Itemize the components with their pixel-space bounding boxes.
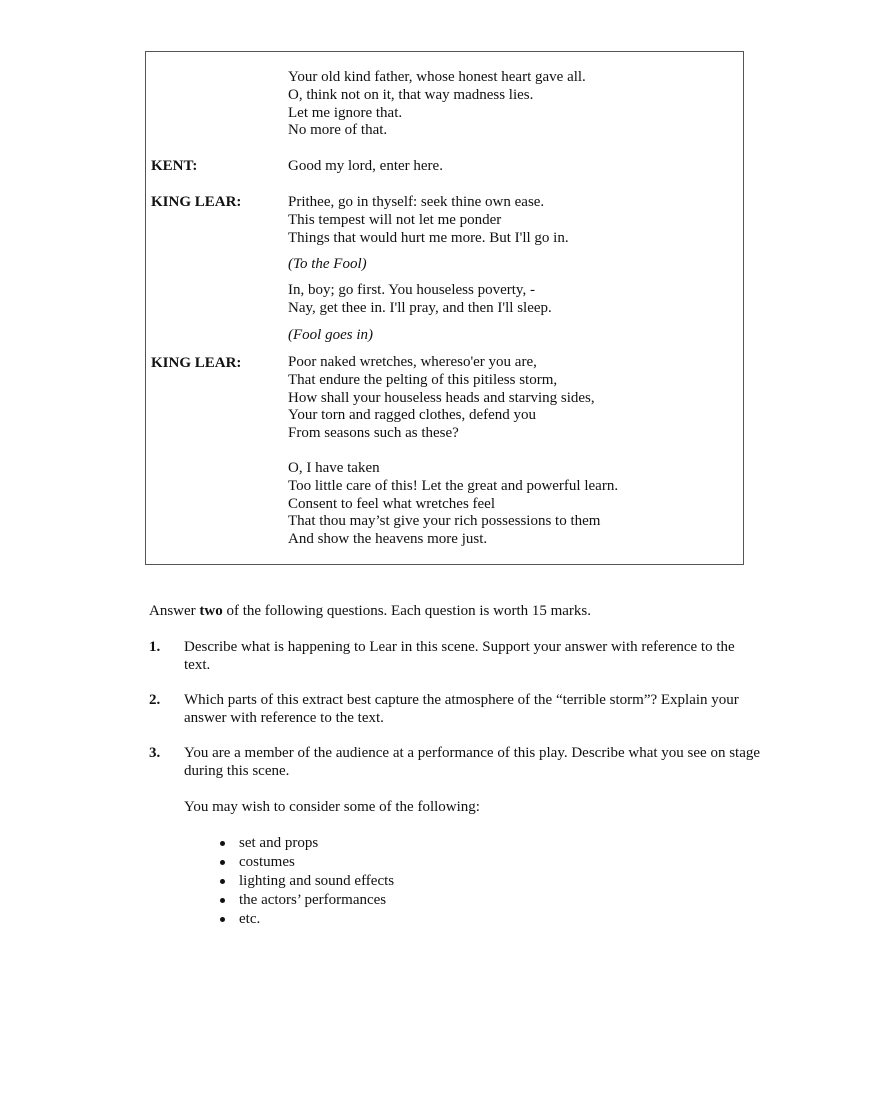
speech-line: Your old kind father, whose honest heart gave all. xyxy=(288,69,586,85)
speech-line: Your torn and ragged clothes, defend you xyxy=(288,407,537,424)
list-item: lighting and sound effects xyxy=(220,872,394,891)
list-item: the actors’ performances xyxy=(220,891,394,910)
speech-block-lear-4 xyxy=(288,460,618,549)
speech-line: In, boy; go first. You houseless poverty, - xyxy=(288,282,535,298)
question-text: Which parts of this extract best capture the atmosphere of the “terrible storm”? Explain your answer with reference to the text. xyxy=(184,692,739,726)
speech-line: And show the heavens more just. xyxy=(288,531,488,548)
question-number: 3. xyxy=(149,745,161,761)
list-item: etc. xyxy=(220,910,394,929)
speech-line: Consent to feel what wretches feel xyxy=(288,495,496,512)
speech-line: Good my lord, enter here. xyxy=(288,158,443,174)
speech-block-lear-2 xyxy=(288,282,552,318)
speech-block-opening xyxy=(288,69,586,140)
speech-line: O, I have taken xyxy=(288,460,380,476)
speech-block-lear-3 xyxy=(288,354,595,443)
list-item: costumes xyxy=(220,853,394,872)
instructions-emphasis: two xyxy=(199,603,223,619)
question-number: 2. xyxy=(149,692,161,708)
speech-line: How shall your houseless heads and starving sides, xyxy=(288,389,595,406)
speech-block-lear-1 xyxy=(288,194,569,247)
speech-line: Poor naked wretches, whereso'er you are, xyxy=(288,354,537,370)
speech-line: This tempest will not let me ponder xyxy=(288,211,502,228)
speech-line: Things that would hurt me more. But I'll go in. xyxy=(288,229,569,246)
instructions-lead: Answer xyxy=(149,603,200,619)
stage-direction-text: (To the Fool) xyxy=(288,256,367,272)
question-text: Describe what is happening to Lear in this scene. Support your answer with reference to the text. xyxy=(184,639,735,673)
consider-prompt: You may wish to consider some of the following: xyxy=(184,799,480,815)
speech-line: Too little care of this! Let the great and powerful learn. xyxy=(288,477,619,494)
speech-line: From seasons such as these? xyxy=(288,425,459,442)
stage-direction xyxy=(288,256,367,274)
speech-block-kent xyxy=(288,158,443,176)
question-text: You are a member of the audience at a performance of this play. Describe what you see on stage during this scene. xyxy=(184,745,761,779)
speech-line: That thou may’st give your rich possessions to them xyxy=(288,513,601,530)
question-number: 1. xyxy=(149,639,161,655)
speech-line: No more of that. xyxy=(288,122,388,139)
speech-line: Prithee, go in thyself: seek thine own ease. xyxy=(288,194,545,210)
speech-line: That endure the pelting of this pitiless storm, xyxy=(288,371,558,388)
stage-direction xyxy=(288,327,373,345)
list-item: set and props xyxy=(220,834,394,853)
speech-line: O, think not on it, that way madness lies. xyxy=(288,86,534,103)
speaker-kent: KENT: xyxy=(151,158,198,174)
speech-line: Let me ignore that. xyxy=(288,104,403,121)
instructions-rest: of the following questions. Each question is worth 15 marks. xyxy=(222,603,592,619)
stage-direction-text: (Fool goes in) xyxy=(288,327,373,343)
speech-line: Nay, get thee in. I'll pray, and then I'll sleep. xyxy=(288,299,552,316)
instructions xyxy=(149,602,591,620)
speaker-king-lear: KING LEAR: xyxy=(151,355,242,371)
speaker-king-lear: KING LEAR: xyxy=(151,194,242,210)
consider-list xyxy=(220,834,394,929)
